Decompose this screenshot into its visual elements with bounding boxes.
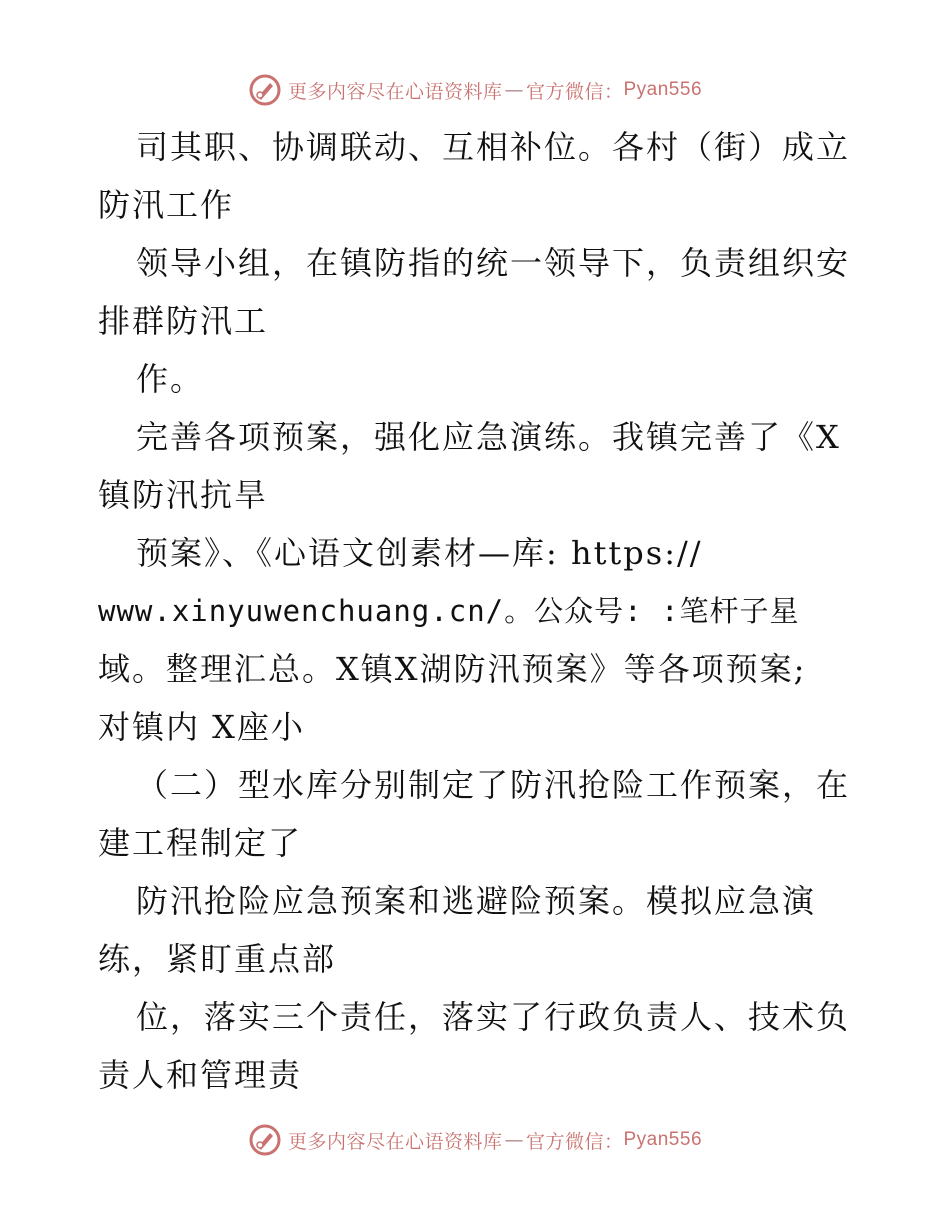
pen-logo-icon xyxy=(248,73,282,107)
banner-text: 更多内容尽在心语资料库 xyxy=(287,1130,503,1153)
footer-watermark-banner xyxy=(0,1120,950,1160)
text-line: 对镇内 X座小 xyxy=(98,708,305,746)
text-line: 练，紧盯重点部 xyxy=(98,940,337,978)
banner-suffix: 官方微信： xyxy=(525,1130,624,1153)
header-watermark-banner xyxy=(0,70,950,110)
text-line: 防汛工作 xyxy=(98,186,235,224)
text-line: （二）型水库分别制定了防汛抢险工作预案，在 xyxy=(136,766,851,804)
banner-dash: — xyxy=(504,79,524,101)
banner-suffix: 官方微信： xyxy=(525,80,624,103)
text-line: 位，落实三个责任，落实了行政负责人、技术负 xyxy=(136,998,851,1036)
text-line: 司其职、协调联动、互相补位。各村（街）成立 xyxy=(136,128,851,166)
text-line: 域。整理汇总。X镇X湖防汛预案》等各项预案; xyxy=(98,650,807,688)
text-line: www.xinyuwenchuang.cn/。公众号: :笔杆子星 xyxy=(98,594,800,628)
banner-wechat-id: Pyan556 xyxy=(623,1129,703,1150)
text-line: 建工程制定了 xyxy=(98,824,303,862)
document-body xyxy=(98,118,858,1104)
text-line: 防汛抢险应急预案和逃避险预案。模拟应急演 xyxy=(136,882,817,920)
banner-dash: — xyxy=(504,1129,524,1151)
banner-wechat-id: Pyan556 xyxy=(623,79,703,100)
text-line: 预案》、《心语文创素材—库: https:// xyxy=(136,534,703,572)
pen-logo-icon xyxy=(248,1123,282,1157)
text-line: 镇防汛抗旱 xyxy=(98,476,269,514)
banner-text: 更多内容尽在心语资料库 xyxy=(287,80,503,103)
text-line: 排群防汛工 xyxy=(98,302,269,340)
text-line: 完善各项预案，强化应急演练。我镇完善了《X xyxy=(136,418,841,456)
text-line: 作。 xyxy=(136,360,205,398)
text-line: 领导小组，在镇防指的统一领导下，负责组织安 xyxy=(136,244,851,282)
text-line: 责人和管理责 xyxy=(98,1056,303,1094)
